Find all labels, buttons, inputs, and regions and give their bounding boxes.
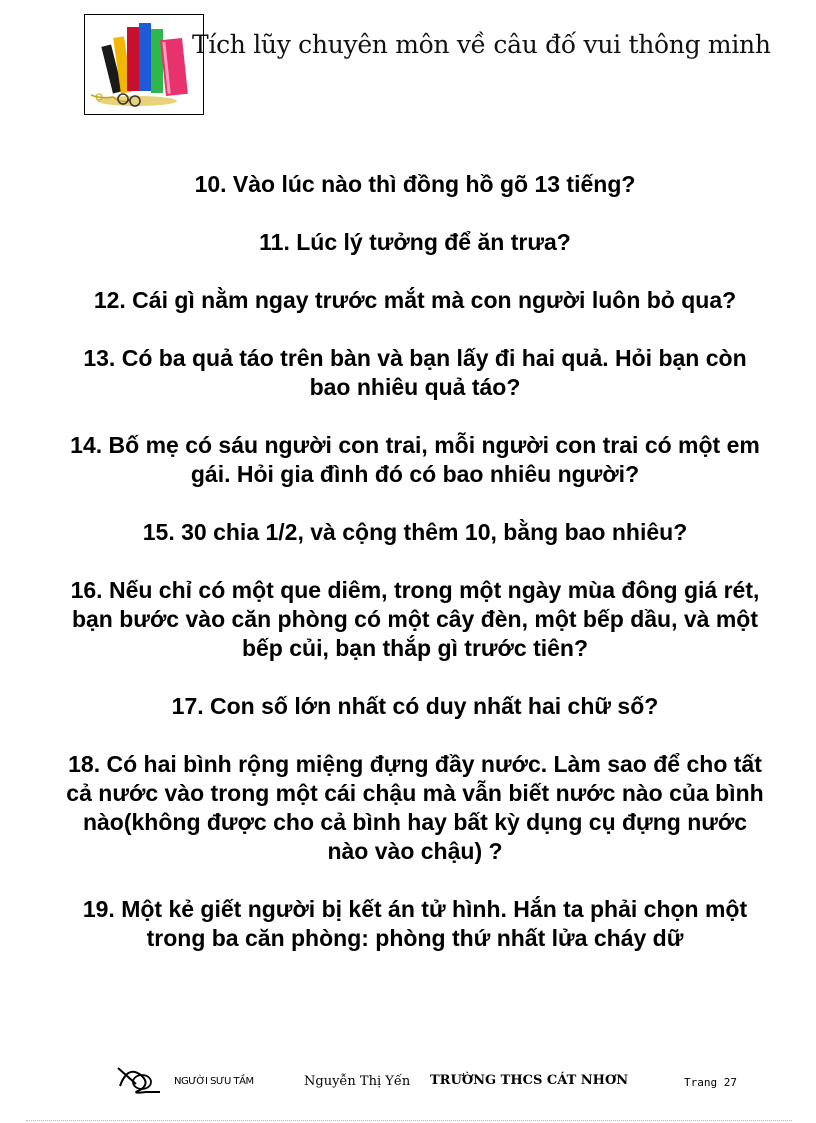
question-item: 15. 30 chia 1/2, và cộng thêm 10, bằng bao nhiêu? — [142, 519, 688, 545]
footer-school: TRƯỜNG THCS CÁT NHƠN — [430, 1073, 629, 1088]
signature-icon — [116, 1062, 164, 1096]
question-item: 11. Lúc lý tưởng để ăn trưa? — [259, 229, 571, 255]
question-item: 17. Con số lớn nhất có duy nhất hai chữ số? — [171, 693, 659, 719]
question-item: 10. Vào lúc nào thì đồng hồ gõ 13 tiếng? — [194, 171, 636, 197]
books-icon — [85, 15, 203, 114]
footer-author: Nguyễn Thị Yến — [304, 1074, 411, 1089]
question-item: 19. Một kẻ giết người bị kết án tử hình. Hắn ta phải chọn một trong ba căn phòng: phòng thứ nhất lửa cháy dữ — [82, 896, 748, 951]
question-item: 16. Nếu chỉ có một que diêm, trong một ngày mùa đông giá rét, bạn bước vào căn phòng có một cây đèn, một bếp dầu, và một bếp củi, bạn thắp gì trước tiên? — [70, 577, 760, 661]
question-item: 13. Có ba quả táo trên bàn và bạn lấy đi hai quả. Hỏi bạn còn bao nhiêu quả táo? — [83, 345, 747, 400]
footer-role: NGƯỜI SƯU TẦM — [174, 1076, 254, 1087]
footer-divider — [26, 1120, 792, 1121]
question-item: 18. Có hai bình rộng miệng đựng đầy nước. Làm sao để cho tất cả nước vào trong một cái chậu mà vẫn biết nước nào của bình nào(không được cho cả bình hay bất kỳ dụng cụ đựng nước nào vào chậu) ? — [66, 751, 764, 864]
document-title: Tích lũy chuyên môn về câu đố vui thông minh — [192, 30, 771, 59]
question-list — [62, 170, 768, 982]
page-number: Trang 27 — [684, 1076, 737, 1089]
header-logo — [84, 14, 204, 115]
question-item: 12. Cái gì nằm ngay trước mắt mà con người luôn bỏ qua? — [93, 287, 737, 313]
question-item: 14. Bố mẹ có sáu người con trai, mỗi người con trai có một em gái. Hỏi gia đình đó có bao nhiêu người? — [70, 432, 760, 487]
page-footer — [0, 1062, 816, 1102]
